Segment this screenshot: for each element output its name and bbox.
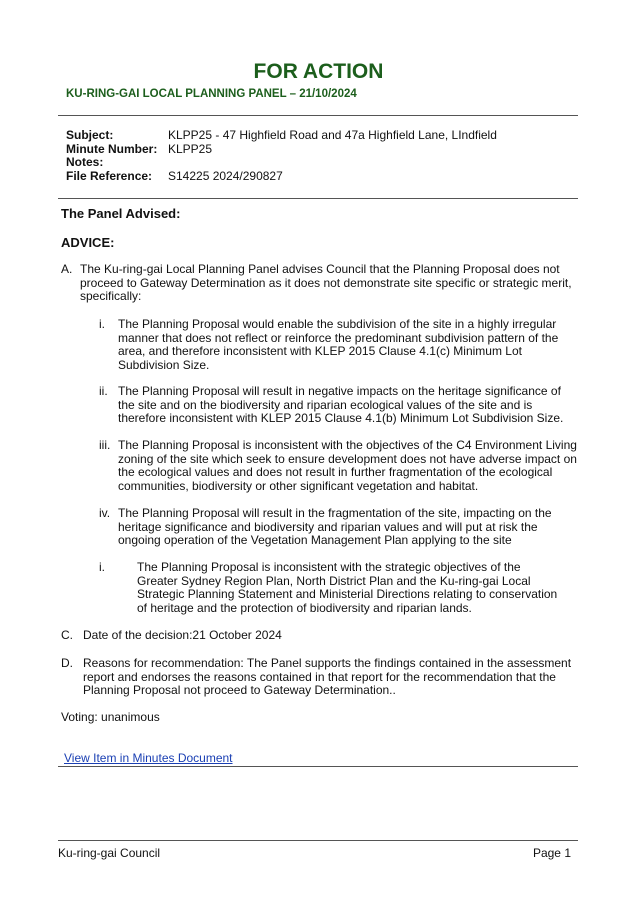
voting-text: Voting: unanimous	[61, 710, 160, 724]
notes-label: Notes:	[66, 155, 104, 169]
reasons-text: Reasons for recommendation: The Panel supports the findings contained in the assessment report and endorses the reasons contained in that report for the recommendation that the Planning Proposal not proceed to Gateway Determination..	[83, 656, 572, 697]
file-row	[66, 170, 497, 184]
file-value: S14225 2024/290827	[168, 168, 283, 183]
notes-row	[66, 156, 497, 170]
minutes-document-link[interactable]: View Item in Minutes Document	[64, 751, 233, 765]
divider-footer	[58, 840, 578, 841]
divider-meta	[58, 198, 578, 199]
sub-item-text: The Planning Proposal is inconsistent with the objectives of the C4 Environment Living zoning of the site which seek to ensure development does not have adverse impact on the ecological values and does not result in further fragmentation of the ecological communities, biodiversity or other significant vegetation and habitat.	[118, 438, 577, 493]
sub-item-marker: i.	[99, 317, 105, 331]
sub-item-marker: ii.	[99, 384, 108, 398]
sub-item-marker: i.	[99, 560, 105, 574]
sub-item-text: The Planning Proposal will result in negative impacts on the heritage significance of the site and on the biodiversity and riparian ecological values of the site and is therefore inconsistent with KLEP 2015 Clause 4.1(b) Minimum Lot Subdivision Size.	[118, 384, 564, 425]
subject-label: Subject:	[66, 128, 114, 142]
footer-council: Ku-ring-gai Council	[58, 846, 161, 860]
item-a-text: The Ku-ring-gai Local Planning Panel advises Council that the Planning Proposal does not proceed to Gateway Determination as it does not demonstrate site specific or strategic merit, specifically:	[80, 262, 572, 303]
sub-item-text: The Planning Proposal will result in the fragmentation of the site, impacting on the heritage significance and biodiversity and riparian values and will put at risk the ongoing operation of the Vegetation Management Plan applying to the site	[118, 506, 552, 547]
panel-advised-heading: The Panel Advised:	[61, 206, 181, 221]
sub-item-marker: iii.	[99, 438, 111, 452]
item-d-marker: D.	[61, 656, 73, 670]
minute-value: KLPP25	[168, 141, 213, 156]
subject-row	[66, 129, 497, 143]
page-title: FOR ACTION	[253, 60, 384, 83]
meta-block	[66, 129, 497, 183]
item-a-marker: A.	[61, 262, 73, 276]
item-c-marker: C.	[61, 628, 73, 642]
sub-item-text: The Planning Proposal would enable the subdivision of the site in a highly irregular manner that does not reflect or reinforce the predominant subdivision pattern of the area, and therefore inconsistent with KLEP 2015 Clause 4.1(c) Minimum Lot Subdivision Size.	[118, 317, 559, 372]
divider-link	[58, 766, 578, 767]
minute-row	[66, 143, 497, 157]
sub-item-text: The Planning Proposal is inconsistent with the strategic objectives of the Greater Sydney Region Plan, North District Plan and the Ku-ring-gai Local Strategic Planning Statement and Ministerial Directions relating to conservation of heritage and the protection of biodiversity and riparian lands.	[137, 560, 558, 615]
subject-value: KLPP25 - 47 Highfield Road and 47a Highfield Lane, LIndfield	[168, 128, 497, 142]
sub-item-marker: iv.	[99, 506, 111, 520]
file-label: File Reference:	[66, 168, 153, 183]
decision-date: Date of the decision:21 October 2024	[83, 628, 282, 642]
meeting-subtitle: KU-RING-GAI LOCAL PLANNING PANEL – 21/10/2024	[66, 88, 357, 100]
minute-label: Minute Number:	[66, 141, 158, 156]
footer-page-number: Page 1	[532, 846, 571, 860]
advice-heading: ADVICE:	[61, 235, 115, 250]
divider-top	[58, 115, 578, 116]
